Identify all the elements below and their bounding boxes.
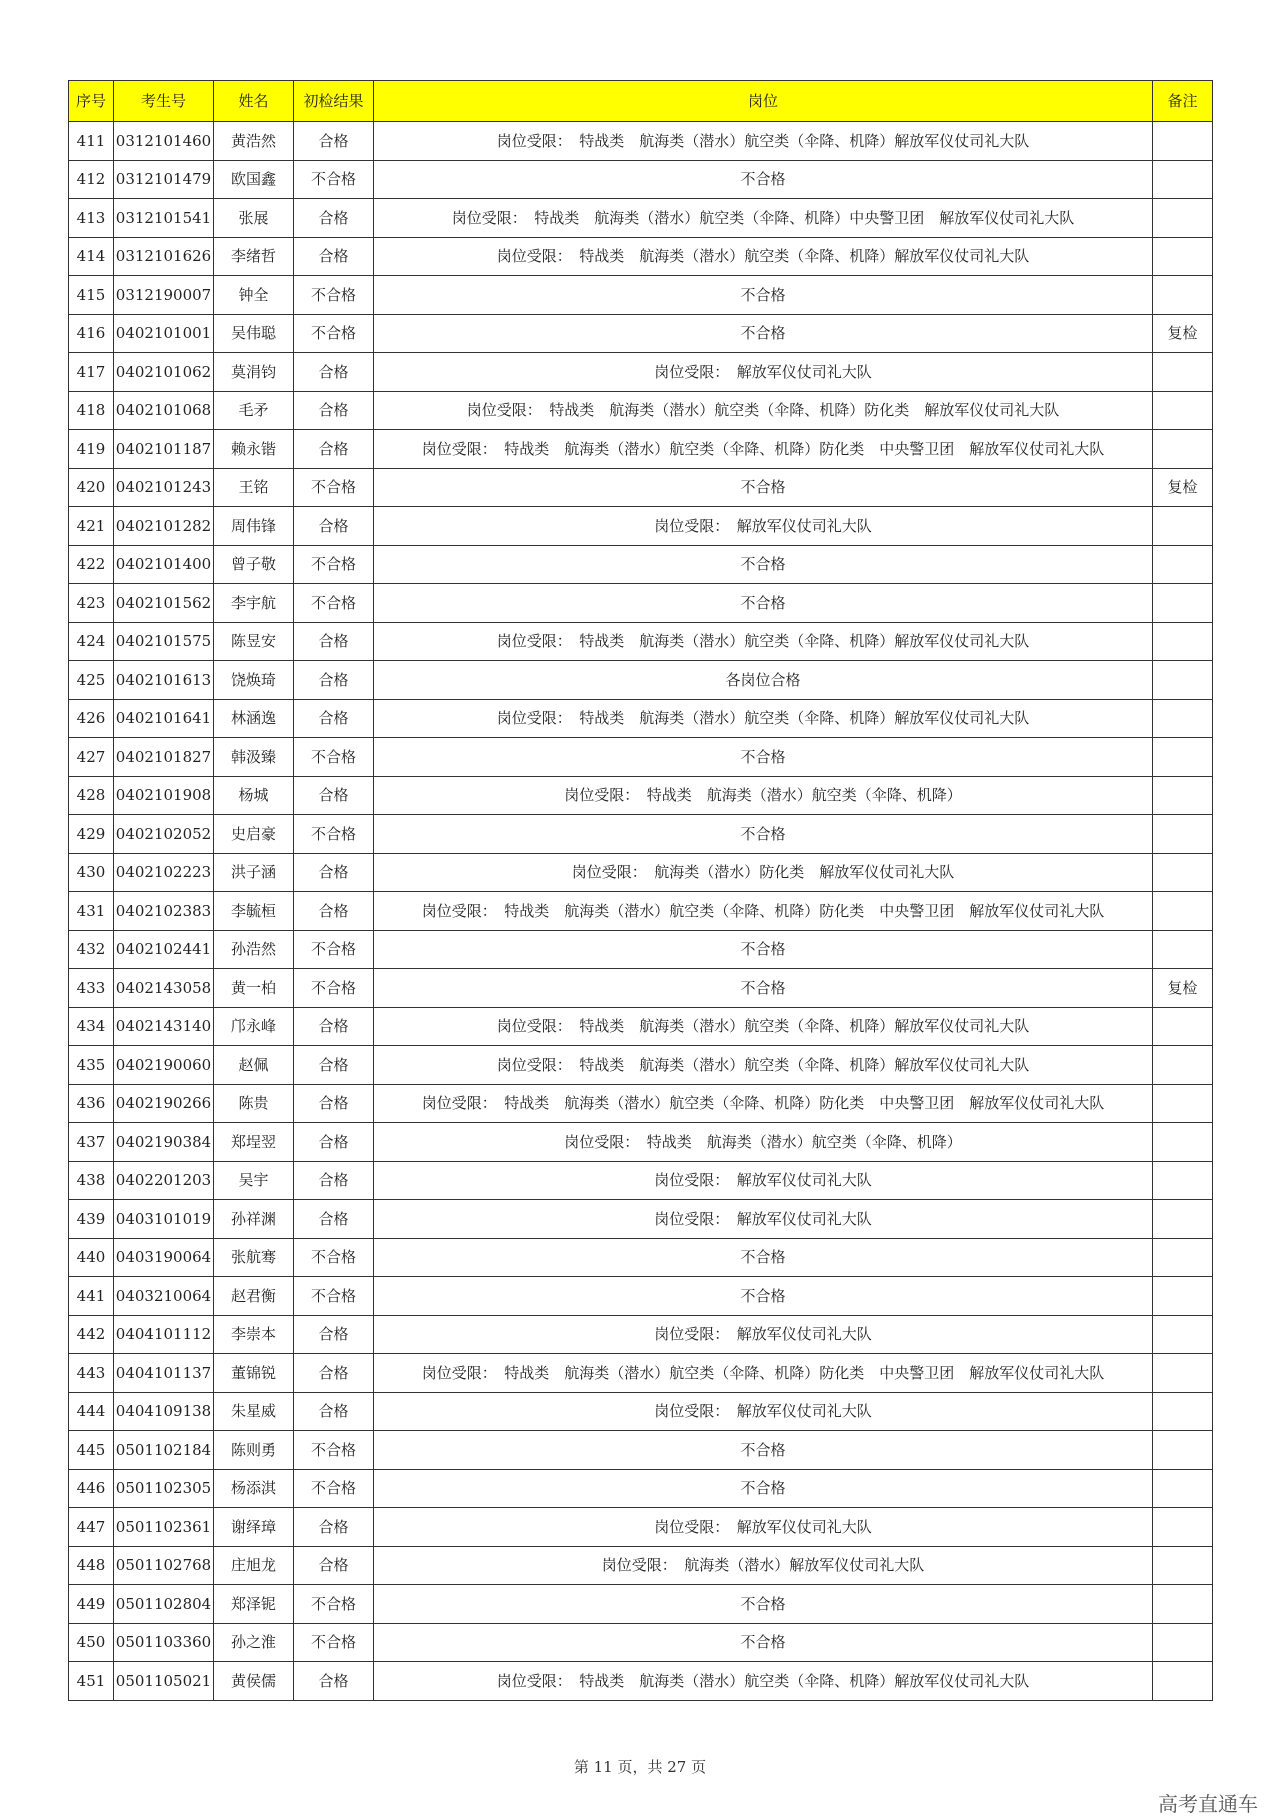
cell-seq: 416 [69, 314, 114, 353]
table-row [69, 930, 1213, 969]
cell-seq: 418 [69, 391, 114, 430]
cell-result: 合格 [294, 1354, 374, 1393]
cell-result: 不合格 [294, 468, 374, 507]
cell-remark [1153, 1469, 1213, 1508]
cell-seq: 442 [69, 1315, 114, 1354]
cell-exam-id: 0402143140 [114, 1007, 214, 1046]
cell-position: 岗位受限： 解放军仪仗司礼大队 [374, 1161, 1153, 1200]
watermark-text: 高考直通车 [1158, 1792, 1258, 1816]
cell-name: 史启豪 [214, 815, 294, 854]
cell-position: 岗位受限： 特战类 航海类（潜水）航空类（伞降、机降）解放军仪仗司礼大队 [374, 1662, 1153, 1701]
table-row [69, 738, 1213, 777]
cell-name: 董锦锐 [214, 1354, 294, 1393]
cell-seq: 429 [69, 815, 114, 854]
cell-name: 李崇本 [214, 1315, 294, 1354]
cell-name: 朱星威 [214, 1392, 294, 1431]
results-table [68, 80, 1213, 1701]
cell-exam-id: 0312101460 [114, 122, 214, 161]
cell-seq: 447 [69, 1508, 114, 1547]
cell-position: 岗位受限： 解放军仪仗司礼大队 [374, 507, 1153, 546]
cell-result: 合格 [294, 776, 374, 815]
cell-name: 洪子涵 [214, 853, 294, 892]
cell-seq: 421 [69, 507, 114, 546]
cell-name: 陈则勇 [214, 1431, 294, 1470]
cell-exam-id: 0312101479 [114, 160, 214, 199]
cell-seq: 426 [69, 699, 114, 738]
cell-name: 郑埕翌 [214, 1123, 294, 1162]
cell-remark [1153, 1662, 1213, 1701]
table-row [69, 1392, 1213, 1431]
cell-seq: 412 [69, 160, 114, 199]
cell-position: 不合格 [374, 584, 1153, 623]
table-row [69, 1662, 1213, 1701]
table-row [69, 507, 1213, 546]
cell-result: 合格 [294, 391, 374, 430]
cell-exam-id: 0402101613 [114, 661, 214, 700]
cell-seq: 435 [69, 1046, 114, 1085]
cell-remark [1153, 622, 1213, 661]
cell-position: 各岗位合格 [374, 661, 1153, 700]
table-row [69, 1431, 1213, 1470]
table-row [69, 584, 1213, 623]
cell-name: 陈昱安 [214, 622, 294, 661]
table-row [69, 661, 1213, 700]
cell-name: 孙祥渊 [214, 1200, 294, 1239]
cell-position: 不合格 [374, 1469, 1153, 1508]
table-row [69, 276, 1213, 315]
cell-name: 孙浩然 [214, 930, 294, 969]
cell-exam-id: 0402101641 [114, 699, 214, 738]
cell-exam-id: 0402101062 [114, 353, 214, 392]
cell-remark: 复检 [1153, 468, 1213, 507]
cell-exam-id: 0402102223 [114, 853, 214, 892]
cell-result: 合格 [294, 1007, 374, 1046]
cell-name: 钟全 [214, 276, 294, 315]
cell-seq: 446 [69, 1469, 114, 1508]
cell-result: 不合格 [294, 930, 374, 969]
cell-result: 合格 [294, 661, 374, 700]
cell-seq: 438 [69, 1161, 114, 1200]
cell-seq: 445 [69, 1431, 114, 1470]
cell-result: 合格 [294, 237, 374, 276]
cell-remark [1153, 1123, 1213, 1162]
cell-name: 郑泽铌 [214, 1585, 294, 1624]
cell-remark [1153, 661, 1213, 700]
cell-result: 合格 [294, 1123, 374, 1162]
cell-seq: 439 [69, 1200, 114, 1239]
cell-exam-id: 0312101626 [114, 237, 214, 276]
table-row [69, 776, 1213, 815]
table-row [69, 1238, 1213, 1277]
table-row [69, 969, 1213, 1008]
cell-exam-id: 0402102052 [114, 815, 214, 854]
cell-result: 不合格 [294, 276, 374, 315]
cell-result: 合格 [294, 1315, 374, 1354]
cell-result: 合格 [294, 1084, 374, 1123]
cell-exam-id: 0402101187 [114, 430, 214, 469]
table-row [69, 1007, 1213, 1046]
cell-position: 岗位受限： 特战类 航海类（潜水）航空类（伞降、机降） [374, 1123, 1153, 1162]
cell-remark [1153, 1315, 1213, 1354]
cell-name: 张航骞 [214, 1238, 294, 1277]
cell-remark [1153, 1431, 1213, 1470]
table-row [69, 237, 1213, 276]
cell-remark [1153, 853, 1213, 892]
cell-position: 不合格 [374, 314, 1153, 353]
cell-position: 不合格 [374, 468, 1153, 507]
cell-position: 岗位受限： 特战类 航海类（潜水）航空类（伞降、机降）防化类 中央警卫团 解放军仪仗司礼大队 [374, 1084, 1153, 1123]
cell-name: 李宇航 [214, 584, 294, 623]
cell-position: 岗位受限： 特战类 航海类（潜水）航空类（伞降、机降）解放军仪仗司礼大队 [374, 1046, 1153, 1085]
cell-name: 黄一柏 [214, 969, 294, 1008]
cell-result: 合格 [294, 1508, 374, 1547]
cell-remark [1153, 776, 1213, 815]
cell-result: 合格 [294, 122, 374, 161]
table-row [69, 1084, 1213, 1123]
cell-exam-id: 0404101112 [114, 1315, 214, 1354]
cell-name: 张展 [214, 199, 294, 238]
cell-seq: 451 [69, 1662, 114, 1701]
cell-seq: 420 [69, 468, 114, 507]
header-remark: 备注 [1153, 81, 1213, 122]
cell-exam-id: 0402101827 [114, 738, 214, 777]
cell-exam-id: 0403101019 [114, 1200, 214, 1239]
cell-position: 不合格 [374, 1238, 1153, 1277]
cell-name: 莫涓钧 [214, 353, 294, 392]
table-row [69, 1623, 1213, 1662]
cell-position: 不合格 [374, 815, 1153, 854]
cell-name: 孙之淮 [214, 1623, 294, 1662]
cell-seq: 430 [69, 853, 114, 892]
cell-seq: 437 [69, 1123, 114, 1162]
table-row [69, 1585, 1213, 1624]
cell-result: 不合格 [294, 314, 374, 353]
cell-name: 林涵逸 [214, 699, 294, 738]
cell-seq: 424 [69, 622, 114, 661]
cell-exam-id: 0402102441 [114, 930, 214, 969]
cell-result: 合格 [294, 622, 374, 661]
header-name: 姓名 [214, 81, 294, 122]
cell-exam-id: 0501102361 [114, 1508, 214, 1547]
cell-position: 岗位受限： 解放军仪仗司礼大队 [374, 1392, 1153, 1431]
page-number: 第 11 页，共 27 页 [573, 1758, 707, 1776]
cell-position: 不合格 [374, 969, 1153, 1008]
cell-exam-id: 0312101541 [114, 199, 214, 238]
cell-exam-id: 0501102768 [114, 1546, 214, 1585]
cell-seq: 441 [69, 1277, 114, 1316]
cell-exam-id: 0402101400 [114, 545, 214, 584]
cell-result: 合格 [294, 1392, 374, 1431]
cell-result: 合格 [294, 199, 374, 238]
cell-seq: 436 [69, 1084, 114, 1123]
cell-position: 岗位受限： 特战类 航海类（潜水）航空类（伞降、机降）中央警卫团 解放军仪仗司礼大队 [374, 199, 1153, 238]
cell-exam-id: 0402101243 [114, 468, 214, 507]
table-row [69, 1354, 1213, 1393]
cell-exam-id: 0404101137 [114, 1354, 214, 1393]
cell-remark [1153, 391, 1213, 430]
cell-exam-id: 0404109138 [114, 1392, 214, 1431]
cell-name: 周伟锋 [214, 507, 294, 546]
cell-position: 岗位受限： 航海类（潜水）解放军仪仗司礼大队 [374, 1546, 1153, 1585]
cell-remark [1153, 353, 1213, 392]
cell-remark [1153, 1392, 1213, 1431]
header-seq: 序号 [69, 81, 114, 122]
cell-position: 不合格 [374, 738, 1153, 777]
cell-position: 不合格 [374, 1277, 1153, 1316]
table-row [69, 160, 1213, 199]
cell-remark [1153, 1585, 1213, 1624]
cell-result: 合格 [294, 353, 374, 392]
cell-name: 毛矛 [214, 391, 294, 430]
cell-seq: 440 [69, 1238, 114, 1277]
cell-position: 岗位受限： 解放军仪仗司礼大队 [374, 1508, 1153, 1547]
cell-position: 不合格 [374, 930, 1153, 969]
cell-remark [1153, 545, 1213, 584]
cell-remark [1153, 738, 1213, 777]
cell-remark [1153, 699, 1213, 738]
cell-result: 不合格 [294, 969, 374, 1008]
cell-exam-id: 0402143058 [114, 969, 214, 1008]
table-row [69, 1315, 1213, 1354]
cell-result: 不合格 [294, 545, 374, 584]
cell-remark [1153, 507, 1213, 546]
cell-exam-id: 0402101562 [114, 584, 214, 623]
cell-name: 杨城 [214, 776, 294, 815]
cell-name: 陈贵 [214, 1084, 294, 1123]
cell-exam-id: 0402190266 [114, 1084, 214, 1123]
table-body [69, 122, 1213, 1701]
cell-exam-id: 0501102804 [114, 1585, 214, 1624]
cell-remark [1153, 1007, 1213, 1046]
cell-name: 赵佩 [214, 1046, 294, 1085]
cell-position: 不合格 [374, 276, 1153, 315]
cell-seq: 450 [69, 1623, 114, 1662]
table-row [69, 892, 1213, 931]
table-row [69, 1161, 1213, 1200]
table-row [69, 622, 1213, 661]
cell-position: 岗位受限： 特战类 航海类（潜水）航空类（伞降、机降）解放军仪仗司礼大队 [374, 1007, 1153, 1046]
cell-result: 合格 [294, 1662, 374, 1701]
cell-exam-id: 0403190064 [114, 1238, 214, 1277]
cell-remark [1153, 1046, 1213, 1085]
cell-seq: 431 [69, 892, 114, 931]
table-row [69, 1469, 1213, 1508]
cell-seq: 417 [69, 353, 114, 392]
cell-exam-id: 0402201203 [114, 1161, 214, 1200]
cell-result: 合格 [294, 1546, 374, 1585]
cell-seq: 413 [69, 199, 114, 238]
cell-seq: 425 [69, 661, 114, 700]
table-row [69, 1508, 1213, 1547]
cell-remark [1153, 1200, 1213, 1239]
cell-name: 吴伟聪 [214, 314, 294, 353]
cell-result: 不合格 [294, 1238, 374, 1277]
header-exam-id: 考生号 [114, 81, 214, 122]
table-row [69, 122, 1213, 161]
cell-position: 岗位受限： 特战类 航海类（潜水）航空类（伞降、机降）解放军仪仗司礼大队 [374, 622, 1153, 661]
cell-result: 合格 [294, 1200, 374, 1239]
cell-remark [1153, 1508, 1213, 1547]
cell-name: 谢绎璋 [214, 1508, 294, 1547]
cell-position: 不合格 [374, 545, 1153, 584]
cell-remark [1153, 276, 1213, 315]
cell-position: 不合格 [374, 160, 1153, 199]
cell-result: 不合格 [294, 815, 374, 854]
cell-seq: 433 [69, 969, 114, 1008]
cell-result: 合格 [294, 1046, 374, 1085]
cell-result: 合格 [294, 430, 374, 469]
table-row [69, 699, 1213, 738]
cell-seq: 449 [69, 1585, 114, 1624]
cell-position: 岗位受限： 特战类 航海类（潜水）航空类（伞降、机降）防化类 中央警卫团 解放军仪仗司礼大队 [374, 892, 1153, 931]
cell-remark [1153, 1161, 1213, 1200]
cell-seq: 443 [69, 1354, 114, 1393]
cell-exam-id: 0402101908 [114, 776, 214, 815]
cell-name: 饶焕琦 [214, 661, 294, 700]
cell-seq: 419 [69, 430, 114, 469]
table-header-row [69, 81, 1213, 122]
cell-seq: 414 [69, 237, 114, 276]
cell-result: 不合格 [294, 1277, 374, 1316]
cell-exam-id: 0312190007 [114, 276, 214, 315]
cell-position: 岗位受限： 特战类 航海类（潜水）航空类（伞降、机降）防化类 解放军仪仗司礼大队 [374, 391, 1153, 430]
cell-seq: 428 [69, 776, 114, 815]
cell-result: 合格 [294, 699, 374, 738]
cell-result: 不合格 [294, 1469, 374, 1508]
cell-result: 不合格 [294, 1585, 374, 1624]
cell-exam-id: 0402190060 [114, 1046, 214, 1085]
cell-position: 岗位受限： 特战类 航海类（潜水）航空类（伞降、机降）防化类 中央警卫团 解放军仪仗司礼大队 [374, 1354, 1153, 1393]
cell-exam-id: 0402101575 [114, 622, 214, 661]
cell-result: 不合格 [294, 584, 374, 623]
cell-name: 庄旭龙 [214, 1546, 294, 1585]
table-row [69, 1277, 1213, 1316]
table-row [69, 353, 1213, 392]
cell-result: 合格 [294, 1161, 374, 1200]
cell-name: 邝永峰 [214, 1007, 294, 1046]
table-row [69, 1200, 1213, 1239]
cell-position: 岗位受限： 特战类 航海类（潜水）航空类（伞降、机降） [374, 776, 1153, 815]
cell-exam-id: 0402101282 [114, 507, 214, 546]
cell-exam-id: 0403210064 [114, 1277, 214, 1316]
table-row [69, 853, 1213, 892]
table-row [69, 1123, 1213, 1162]
cell-remark [1153, 815, 1213, 854]
cell-position: 岗位受限： 航海类（潜水）防化类 解放军仪仗司礼大队 [374, 853, 1153, 892]
table-row [69, 430, 1213, 469]
table-row [69, 815, 1213, 854]
cell-result: 合格 [294, 892, 374, 931]
cell-exam-id: 0501103360 [114, 1623, 214, 1662]
table-row [69, 391, 1213, 430]
cell-result: 合格 [294, 507, 374, 546]
header-position: 岗位 [374, 81, 1153, 122]
cell-remark [1153, 237, 1213, 276]
cell-seq: 415 [69, 276, 114, 315]
cell-name: 韩汲臻 [214, 738, 294, 777]
cell-position: 岗位受限： 解放军仪仗司礼大队 [374, 353, 1153, 392]
cell-position: 岗位受限： 特战类 航海类（潜水）航空类（伞降、机降）解放军仪仗司礼大队 [374, 122, 1153, 161]
cell-name: 杨添淇 [214, 1469, 294, 1508]
cell-remark [1153, 1623, 1213, 1662]
cell-remark [1153, 430, 1213, 469]
cell-seq: 448 [69, 1546, 114, 1585]
cell-name: 吴宇 [214, 1161, 294, 1200]
table-row [69, 199, 1213, 238]
cell-remark [1153, 1546, 1213, 1585]
cell-exam-id: 0402190384 [114, 1123, 214, 1162]
cell-seq: 434 [69, 1007, 114, 1046]
cell-remark [1153, 584, 1213, 623]
table-row [69, 1046, 1213, 1085]
cell-remark [1153, 1238, 1213, 1277]
cell-result: 合格 [294, 853, 374, 892]
cell-exam-id: 0501105021 [114, 1662, 214, 1701]
table-row [69, 1546, 1213, 1585]
cell-name: 李毓桓 [214, 892, 294, 931]
cell-seq: 411 [69, 122, 114, 161]
cell-name: 曾子敬 [214, 545, 294, 584]
cell-seq: 444 [69, 1392, 114, 1431]
cell-remark [1153, 1084, 1213, 1123]
cell-position: 不合格 [374, 1431, 1153, 1470]
cell-exam-id: 0402101068 [114, 391, 214, 430]
cell-result: 不合格 [294, 1431, 374, 1470]
cell-remark [1153, 930, 1213, 969]
cell-name: 黄浩然 [214, 122, 294, 161]
cell-remark [1153, 160, 1213, 199]
cell-exam-id: 0501102305 [114, 1469, 214, 1508]
table-row [69, 468, 1213, 507]
cell-remark [1153, 122, 1213, 161]
cell-remark [1153, 199, 1213, 238]
cell-position: 岗位受限： 特战类 航海类（潜水）航空类（伞降、机降）解放军仪仗司礼大队 [374, 699, 1153, 738]
cell-exam-id: 0402101001 [114, 314, 214, 353]
cell-remark [1153, 1354, 1213, 1393]
header-result: 初检结果 [294, 81, 374, 122]
cell-name: 欧国鑫 [214, 160, 294, 199]
cell-name: 赖永锴 [214, 430, 294, 469]
cell-seq: 422 [69, 545, 114, 584]
cell-result: 不合格 [294, 160, 374, 199]
cell-position: 不合格 [374, 1585, 1153, 1624]
cell-remark [1153, 892, 1213, 931]
cell-position: 岗位受限： 解放军仪仗司礼大队 [374, 1200, 1153, 1239]
cell-position: 不合格 [374, 1623, 1153, 1662]
cell-position: 岗位受限： 解放军仪仗司礼大队 [374, 1315, 1153, 1354]
cell-name: 黄侯儒 [214, 1662, 294, 1701]
cell-seq: 427 [69, 738, 114, 777]
cell-result: 不合格 [294, 1623, 374, 1662]
cell-position: 岗位受限： 特战类 航海类（潜水）航空类（伞降、机降）解放军仪仗司礼大队 [374, 237, 1153, 276]
cell-name: 王铭 [214, 468, 294, 507]
cell-seq: 423 [69, 584, 114, 623]
cell-name: 李绪哲 [214, 237, 294, 276]
cell-exam-id: 0501102184 [114, 1431, 214, 1470]
cell-result: 不合格 [294, 738, 374, 777]
table-row [69, 314, 1213, 353]
cell-name: 赵君衡 [214, 1277, 294, 1316]
cell-position: 岗位受限： 特战类 航海类（潜水）航空类（伞降、机降）防化类 中央警卫团 解放军仪仗司礼大队 [374, 430, 1153, 469]
cell-seq: 432 [69, 930, 114, 969]
cell-exam-id: 0402102383 [114, 892, 214, 931]
table-row [69, 545, 1213, 584]
cell-remark [1153, 1277, 1213, 1316]
cell-remark: 复检 [1153, 314, 1213, 353]
cell-remark: 复检 [1153, 969, 1213, 1008]
